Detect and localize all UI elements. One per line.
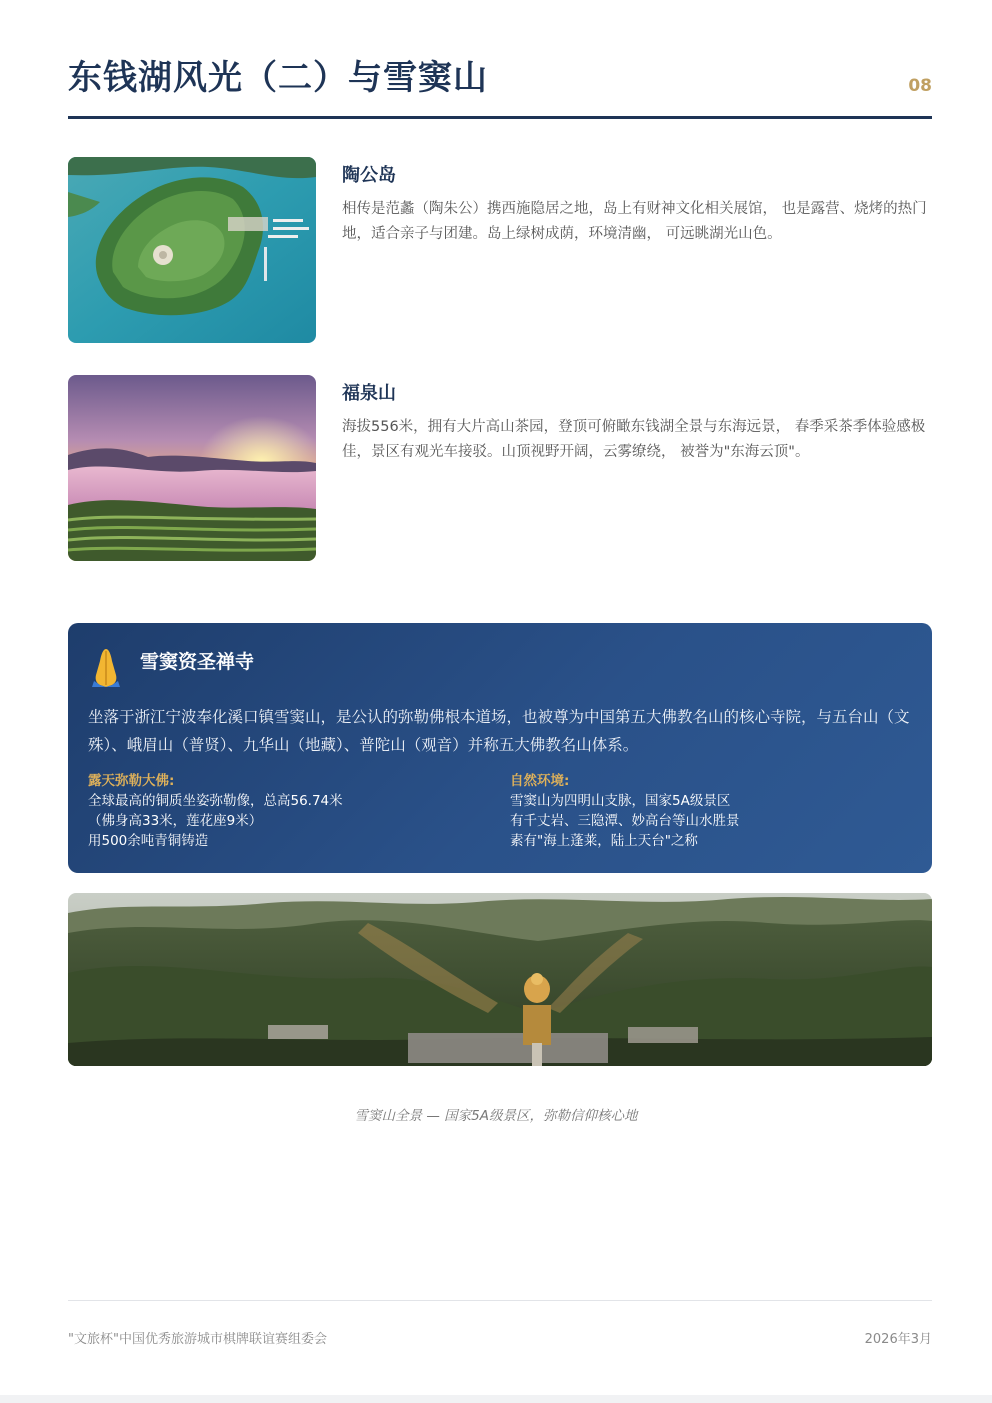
fuquan-mountain-photo <box>68 375 316 561</box>
buddha-fact-line: （佛身高33米，莲花座9米） <box>88 813 263 829</box>
temple-description: 坐落于浙江宁波奉化溪口镇雪窦山，是公认的弥勒佛根本道场，也被尊为中国第五大佛教名山的核心寺院，与五台山（文殊）、峨眉山（普贤）、九华山（地藏）、普陀山（观音）并称五大佛教名山体系。 <box>88 708 910 754</box>
page-title: 东钱湖风光（二）与雪窦山 <box>68 58 488 98</box>
page-number: 08 <box>908 76 932 96</box>
taogong-island-photo <box>68 157 316 343</box>
temple-title: 雪窦资圣禅寺 <box>140 651 255 673</box>
section-title-taogong: 陶公岛 <box>342 165 396 186</box>
panorama-caption: 雪窦山全景 — 国家5A级景区，弥勒信仰核心地 <box>354 1108 638 1124</box>
environment-fact-line: 有千丈岩、三隐潭、妙高台等山水胜景 <box>510 813 740 829</box>
environment-facts-heading: 自然环境: <box>510 773 570 789</box>
xuedou-panorama-photo <box>68 893 932 1066</box>
title-divider <box>68 116 932 119</box>
footer-date: 2026年3月 <box>864 1332 932 1347</box>
environment-fact-line: 雪窦山为四明山支脉，国家5A级景区 <box>510 793 731 809</box>
xuedou-temple-card <box>68 623 932 873</box>
section-body-fuquan: 海拔556米，拥有大片高山茶园，登顶可俯瞰东钱湖全景与东海远景， 春季采茶季体验感极佳，景区有观光车接驳。山顶视野开阔，云雾缭绕， 被誉为"东海云顶"。 <box>342 419 926 460</box>
folded-hands-icon <box>86 645 126 689</box>
buddha-fact-line: 用500余吨青铜铸造 <box>88 833 209 849</box>
environment-facts <box>510 771 910 851</box>
footer-divider <box>68 1300 932 1301</box>
section-body-taogong: 相传是范蠡（陶朱公）携西施隐居之地，岛上有财神文化相关展馆， 也是露营、烧烤的热门地，适合亲子与团建。岛上绿树成荫，环境清幽， 可远眺湖光山色。 <box>342 201 927 242</box>
buddha-facts <box>88 771 488 851</box>
buddha-fact-line: 全球最高的铜质坐姿弥勒像，总高56.74米 <box>88 793 343 809</box>
buddha-facts-heading: 露天弥勒大佛: <box>88 773 175 789</box>
environment-fact-line: 素有"海上蓬莱，陆上天台"之称 <box>510 833 698 849</box>
section-title-fuquan: 福泉山 <box>342 383 396 404</box>
footer-organizer: "文旅杯"中国优秀旅游城市棋牌联谊赛组委会 <box>68 1332 327 1347</box>
